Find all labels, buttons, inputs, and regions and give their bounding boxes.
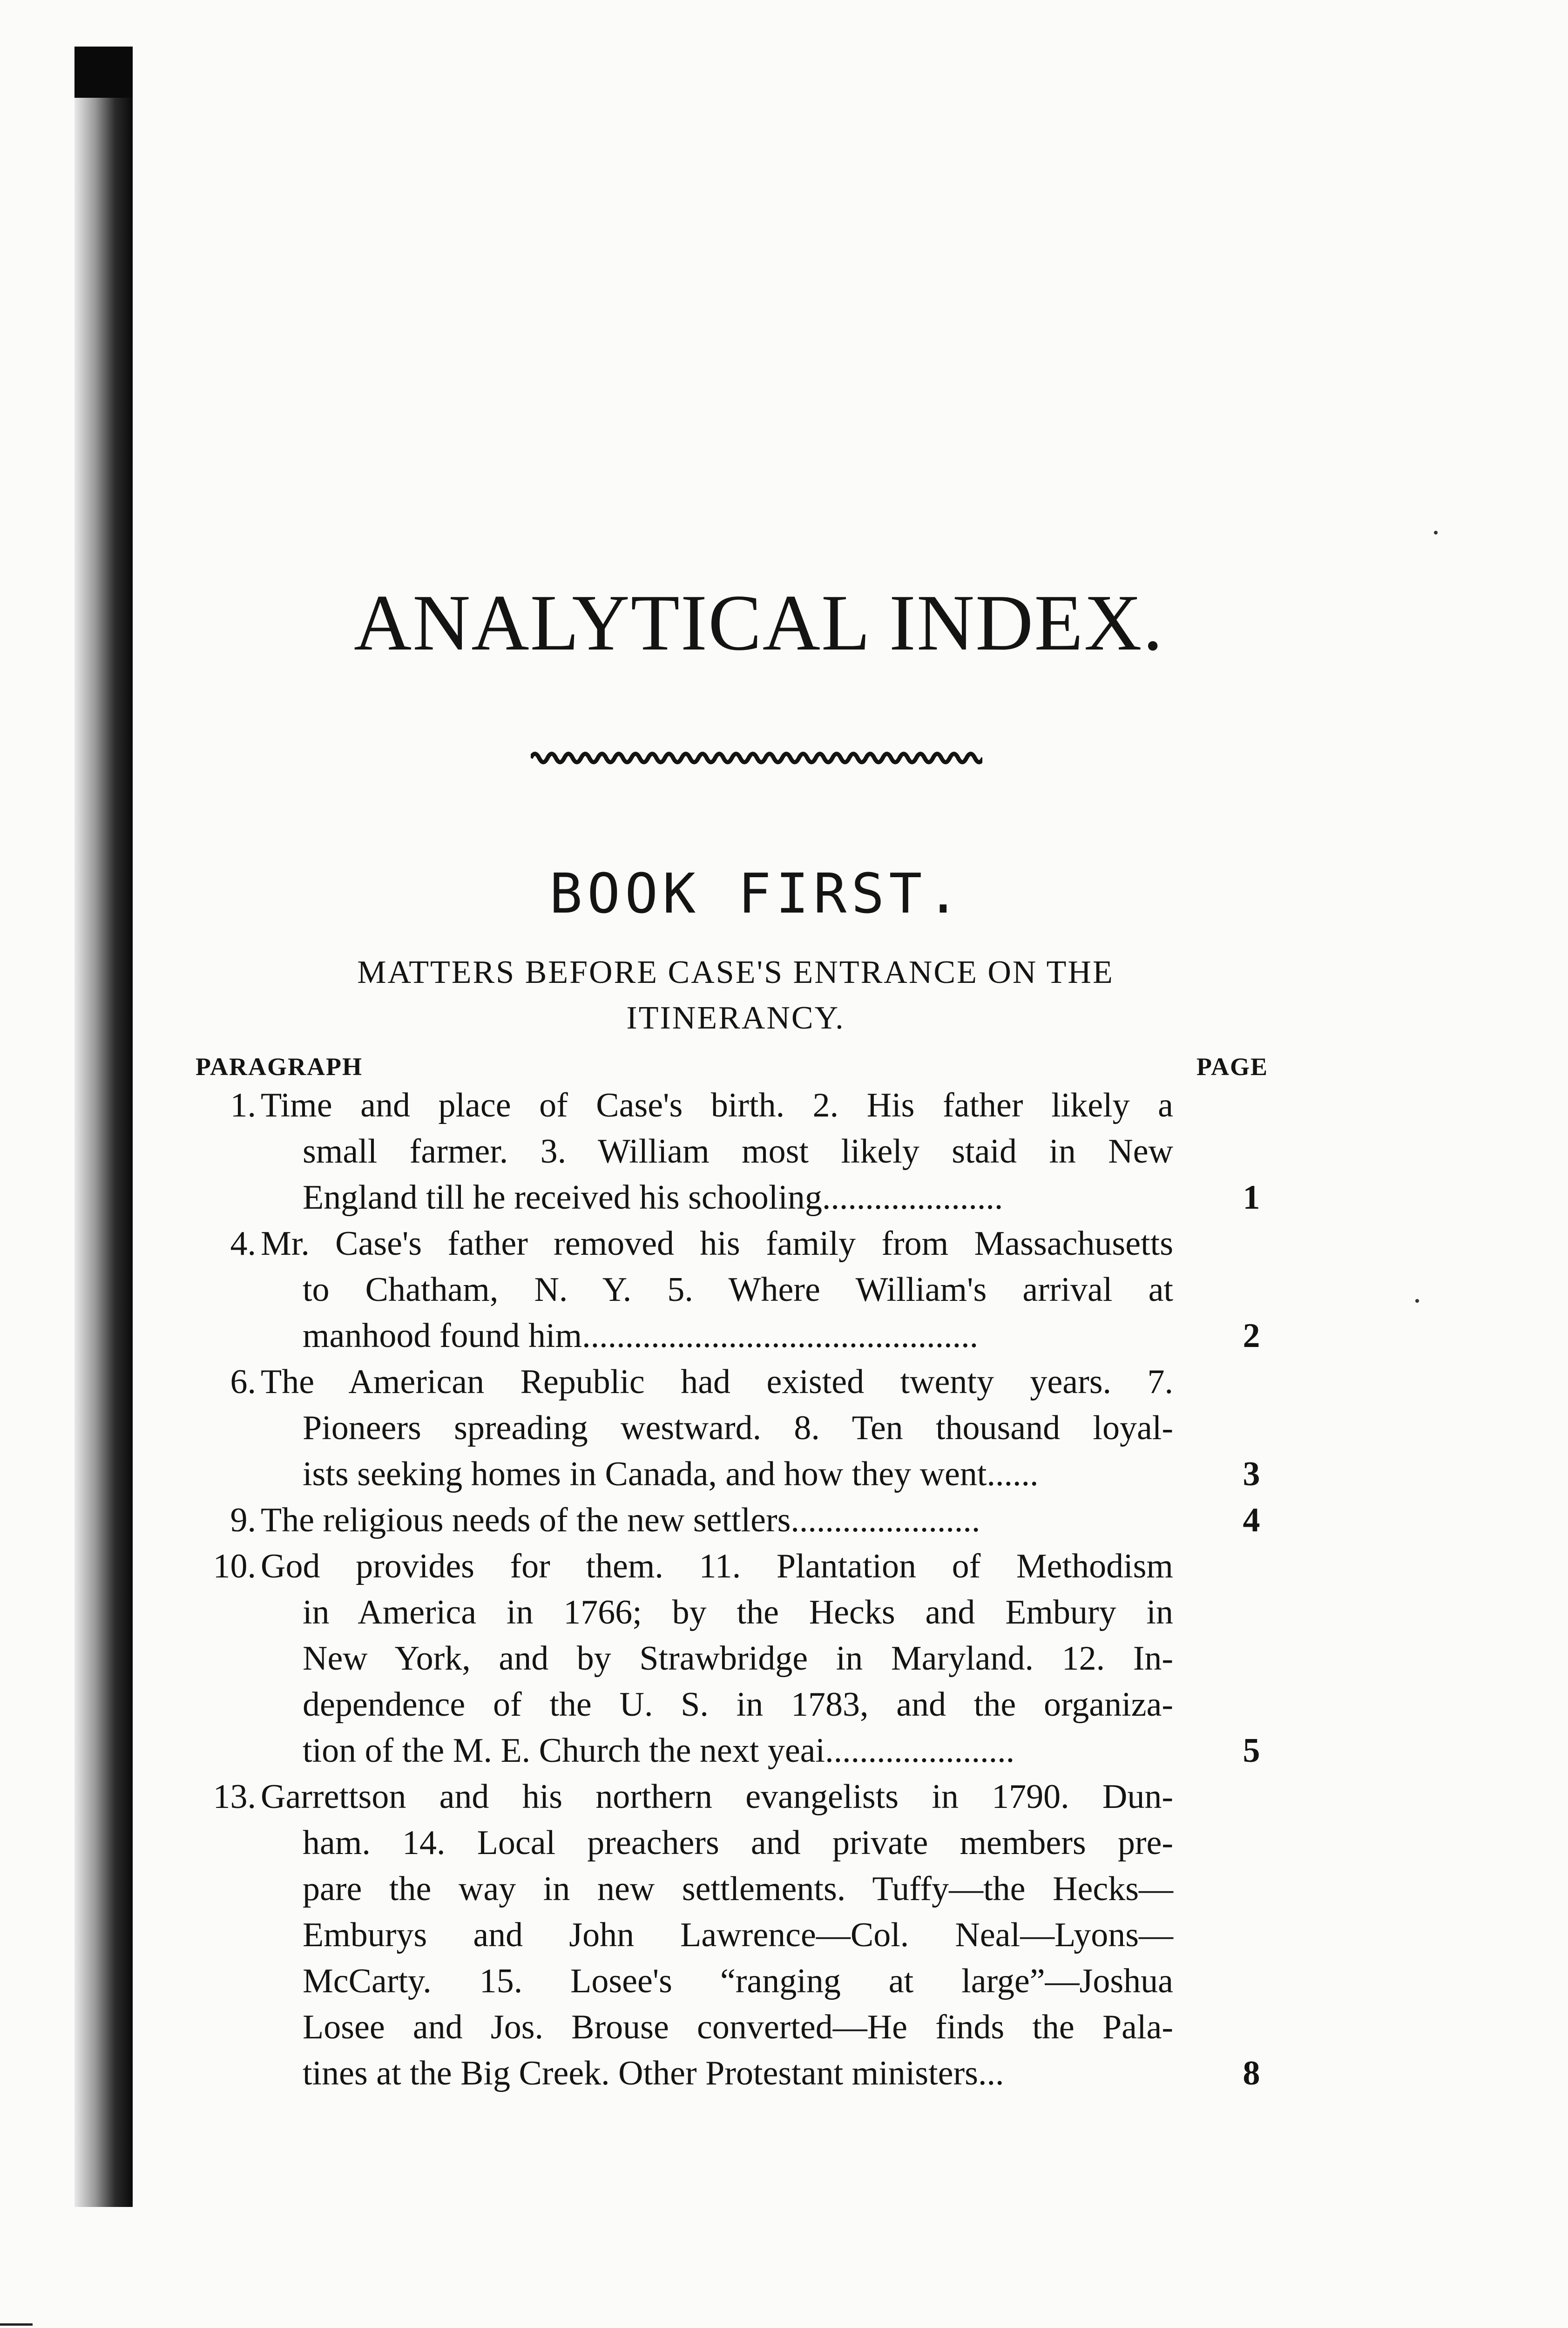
- entry-line: The American Republic had existed twenty years. 7.: [261, 1363, 1173, 1401]
- entry-line: to Chatham, N. Y. 5. Where William's arrival at: [303, 1271, 1173, 1309]
- page-number: 5: [1243, 1732, 1260, 1770]
- paragraph-number: 1.: [230, 1086, 256, 1124]
- entry-line: McCarty. 15. Losee's “ranging at large”—Joshua: [303, 1962, 1173, 2000]
- index-entry: [0, 1083, 1568, 1221]
- entry-text: [261, 1774, 1173, 2097]
- entry-line: God provides for them. 11. Plantation of Methodism: [261, 1547, 1173, 1585]
- entry-line: England till he received his schooling.....................: [303, 1178, 1003, 1217]
- entry-line: Time and place of Case's birth. 2. His father likely a: [261, 1086, 1173, 1124]
- bottom-edge-mark: [0, 2323, 33, 2326]
- index-entry: [0, 1359, 1568, 1497]
- entry-line: small farmer. 3. William most likely staid in New: [303, 1132, 1173, 1171]
- entry-text: [261, 1543, 1173, 1774]
- entry-line: tines at the Big Creek. Other Protestant ministers...: [303, 2054, 1004, 2092]
- index-entry: [0, 1543, 1568, 1774]
- entry-text: [261, 1359, 1173, 1497]
- page-column-header: PAGE: [1196, 1053, 1268, 1081]
- entry-line: in America in 1766; by the Hecks and Embury in: [303, 1593, 1173, 1631]
- page-number: 8: [1243, 2054, 1260, 2092]
- entry-line: ham. 14. Local preachers and private members pre-: [303, 1824, 1173, 1862]
- page-number: 1: [1243, 1178, 1260, 1217]
- paragraph-number: 6.: [230, 1363, 256, 1401]
- entry-line: Pioneers spreading westward. 8. Ten thousand loyal-: [303, 1409, 1173, 1447]
- entry-text: [261, 1083, 1173, 1221]
- index-entry-list: [0, 1083, 1568, 2097]
- paragraph-number: 13.: [213, 1778, 256, 1816]
- book-heading: BOOK FIRST.: [549, 861, 965, 926]
- entry-line: Losee and Jos. Brouse converted—He finds the Pala-: [303, 2008, 1173, 2046]
- index-entry: [0, 1497, 1568, 1543]
- entry-line: ists seeking homes in Canada, and how they went......: [303, 1455, 1039, 1493]
- entry-line: dependence of the U. S. in 1783, and the organiza-: [303, 1685, 1173, 1724]
- entry-line: Garrettson and his northern evangelists in 1790. Dun-: [261, 1778, 1173, 1816]
- entry-text: [261, 1221, 1173, 1359]
- page-number: 4: [1243, 1501, 1260, 1539]
- scan-speck: [1434, 531, 1438, 535]
- paragraph-column-header: PARAGRAPH: [196, 1053, 363, 1081]
- page-number: 3: [1243, 1455, 1260, 1493]
- index-entry: [0, 1221, 1568, 1359]
- scan-speck: [1415, 1299, 1419, 1303]
- index-entry: [0, 1774, 1568, 2097]
- section-heading: MATTERS BEFORE CASE'S ENTRANCE ON THE ITINERANCY.: [357, 954, 1114, 1036]
- entry-line: pare the way in new settlements. Tuffy—the Hecks—: [303, 1870, 1173, 1908]
- entry-line: Mr. Case's father removed his family from Massachusetts: [261, 1225, 1173, 1263]
- paragraph-number: 4.: [230, 1225, 256, 1263]
- entry-line: tion of the M. E. Church the next yeai......................: [303, 1732, 1015, 1770]
- entry-line: New York, and by Strawbridge in Maryland. 12. In-: [303, 1639, 1173, 1678]
- paragraph-number: 9.: [230, 1501, 256, 1539]
- wavy-ornamental-rule: [531, 749, 982, 767]
- paragraph-number: 10.: [213, 1547, 256, 1585]
- entry-line: Emburys and John Lawrence—Col. Neal—Lyons—: [303, 1916, 1173, 1954]
- page-edge-scan-shadow-top: [74, 47, 133, 98]
- page-title: ANALYTICAL INDEX.: [354, 579, 1164, 667]
- entry-line: manhood found him..............................................: [303, 1317, 979, 1355]
- page-number: 2: [1243, 1317, 1260, 1355]
- entry-line: The religious needs of the new settlers......................: [261, 1501, 980, 1539]
- entry-text: [261, 1497, 1173, 1543]
